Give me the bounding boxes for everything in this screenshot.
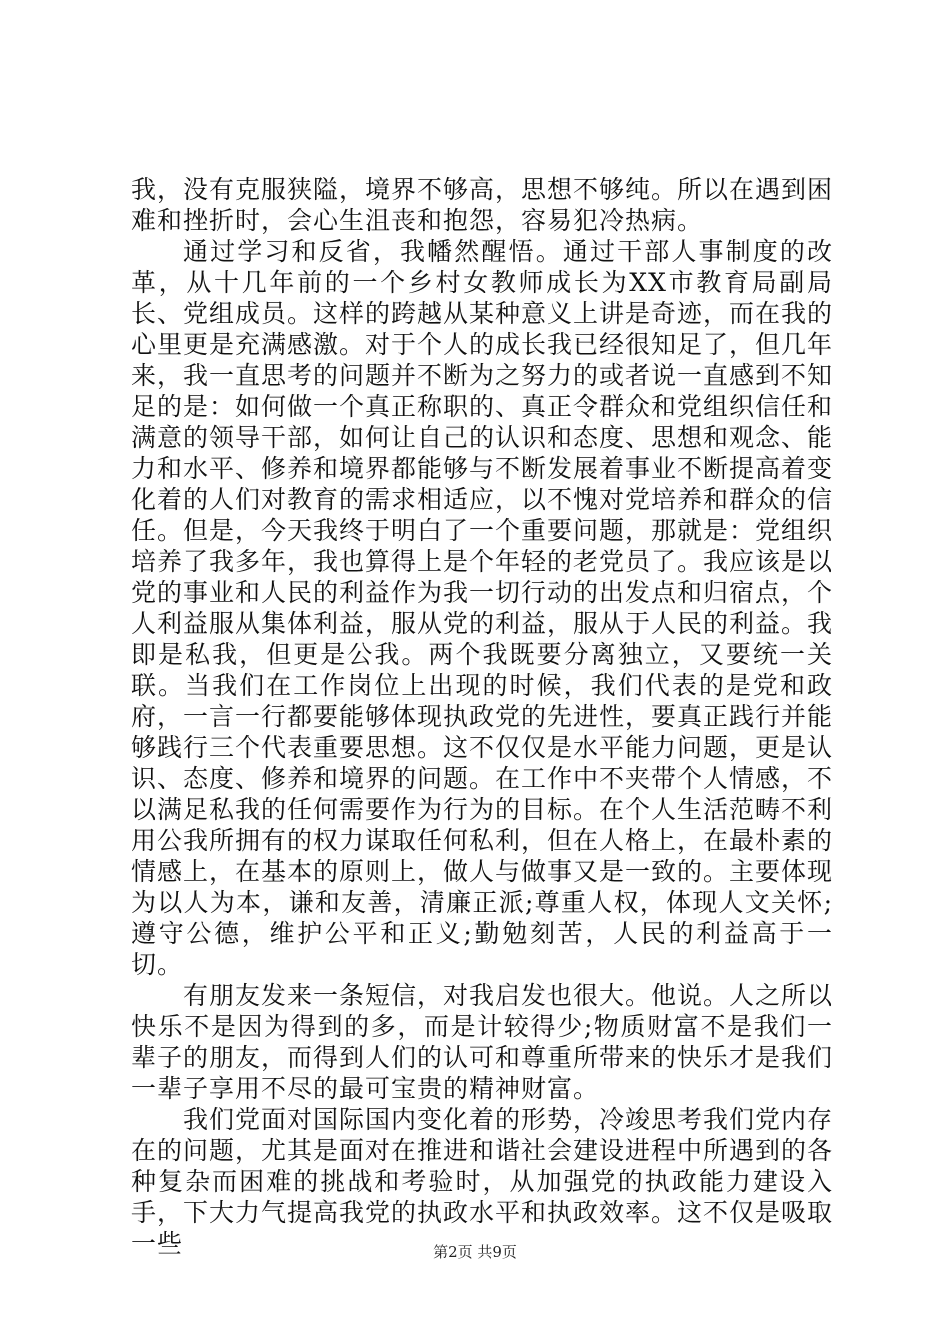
paragraph-3: 有朋友发来一条短信，对我启发也很大。他说。人之所以快乐不是因为得到的多，而是计较得少;物质财富不是我们一辈子的朋友，而得到人们的认可和尊重所带来的快乐才是我们一辈子享用不尽的最可宝贵的精神财富。: [131, 981, 834, 1103]
page-number-footer: 第2页 共9页: [433, 1243, 517, 1261]
paragraph-4: 我们党面对国际国内变化着的形势，冷竣思考我们党内存在的问题，尤其是面对在推进和谐社会建设进程中所遇到的各种复杂而困难的挑战和考验时，从加强党的执政能力建设入手，下大力气提高我党的执政水平和执政效率。这不仅是吸取一些: [131, 1105, 834, 1258]
paragraph-2: 通过学习和反省，我幡然醒悟。通过干部人事制度的改革，从十几年前的一个乡村女教师成长为XX市教育局副局长、党组成员。这样的跨越从某种意义上讲是奇迹，而在我的心里更是充满感激。对于个人的成长我已经很知足了，但几年来，我一直思考的问题并不断为之努力的或者说一直感到不知足的是：如何做一个真正称职的、真正令群众和党组织信任和满意的领导干部，如何让自己的认识和态度、思想和观念、能力和水平、修养和境界都能够与不断发展着事业不断提高着变化着的人们对教育的需求相适应，以不愧对党培养和群众的信任。但是，今天我终于明白了一个重要问题，那就是：党组织培养了我多年，我也算得上是个年轻的老党员了。我应该是以党的事业和人民的利益作为我一切行动的出发点和归宿点，个人利益服从集体利益，服从党的利益，服从于人民的利益。我即是私我，但更是公我。两个我既要分离独立，又要统一关联。当我们在工作岗位上出现的时候，我们代表的是党和政府，一言一行都要能够体现执政党的先进性，要真正践行并能够践行三个代表重要思想。这不仅仅是水平能力问题，更是认识、态度、修养和境界的问题。在工作中不夹带个人情感，不以满足私我的任何需要作为行为的目标。在个人生活范畴不利用公我所拥有的权力谋取任何私利，但在人格上，在最朴素的情感上，在基本的原则上，做人与做事又是一致的。主要体现为以人为本，谦和友善，清廉正派;尊重人权，体现人文关怀;遵守公德，维护公平和正义;勤勉刻苦，人民的利益高于一切。: [131, 237, 834, 979]
document-body: [131, 174, 833, 1259]
paragraph-1: 我，没有克服狭隘，境界不够高，思想不够纯。所以在遇到困难和挫折时，会心生沮丧和抱怨，容易犯冷热病。: [131, 175, 834, 235]
